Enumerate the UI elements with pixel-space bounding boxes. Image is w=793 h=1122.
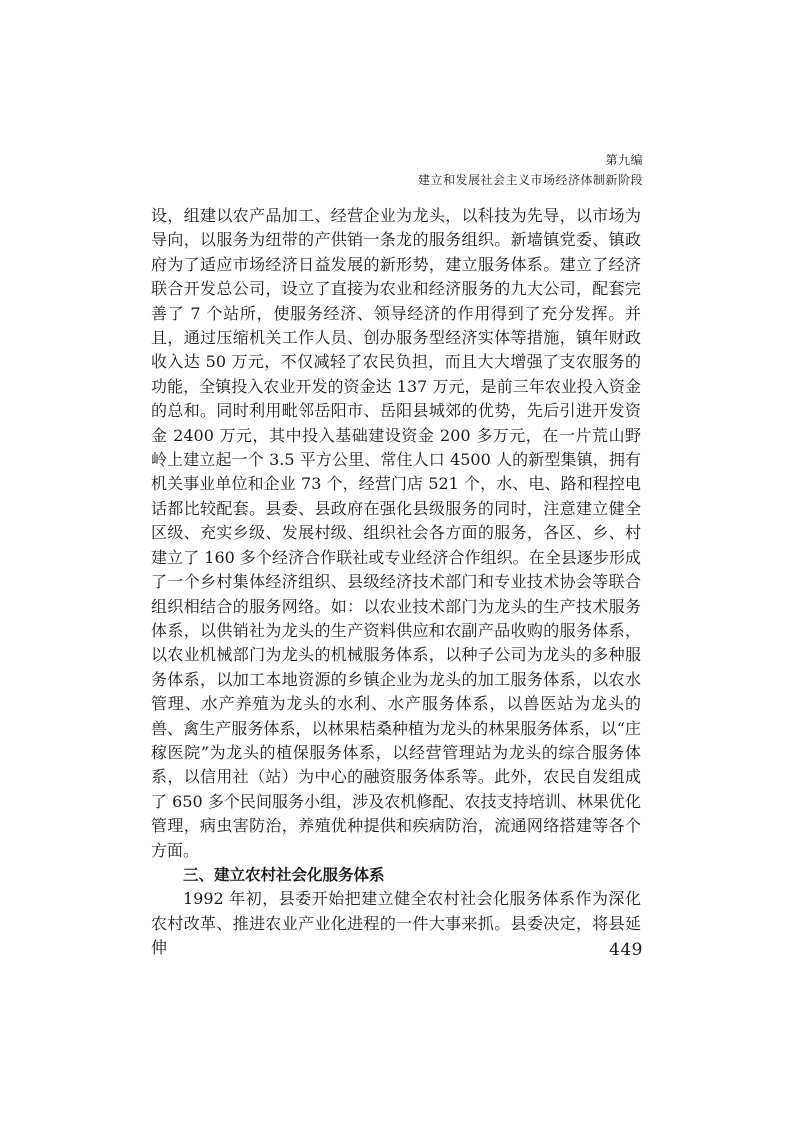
- section-heading: 三、建立农村社会化服务体系: [183, 865, 385, 884]
- running-header-part: 第九编: [605, 153, 643, 167]
- running-header-title: 建立和发展社会主义市场经济体制新阶段: [417, 173, 643, 187]
- running-header: [418, 150, 643, 190]
- paragraph-continued: 设，组建以农产品加工、经营企业为龙头，以科技为先导，以市场为导向，以服务为纽带的产供销一条龙的服务组织。新墙镇党委、镇政府为了适应市场经济日益发展的新形势，建立服务体系。建立了经济联合开发总公司，设立了直接为农业和经济服务的九大公司，配套完善了 7 个站所，使服务经济、领导经济的作用得到了充分发挥。并且，通过压缩机关工作人员、创办服务型经济实体等措施，镇年财政收入达 50 万元，不仅减轻了农民负担，而且大大增强了支农服务的功能，全镇投入农业开发的资金达 137 万元，是前三年农业投入资金的总和。同时利用毗邻岳阳市、岳阳县城郊的优势，先后引进开发资金 2400 万元，其中投入基础建设资金 200 多万元，在一片荒山野岭上建立起一个 3.5 平方公里、常住人口 4500 人的新型集镇，拥有机关事业单位和企业 73 个，经营门店 521 个，水、电、路和程控电话都比较配套。县委、县政府在强化县级服务的同时，注意建立健全区级、充实乡级、发展村级、组织社会各方面的服务，各区、乡、村建立了 160 多个经济合作联社或专业经济合作组织。在全县逐步形成了一个乡村集体经济组织、县级经济技术部门和专业技术协会等联合组织相结合的服务网络。如：以农业技术部门为龙头的生产技术服务体系，以供销社为龙头的生产资料供应和农副产品收购的服务体系，以农业机械部门为龙头的机械服务体系，以种子公司为龙头的多种服务体系，以加工本地资源的乡镇企业为龙头的加工服务体系，以农水管理、水产养殖为龙头的水利、水产服务体系，以兽医站为龙头的兽、禽生产服务体系，以林果桔桑种植为龙头的林果服务体系，以“庄稼医院”为龙头的植保服务体系，以经营管理站为龙头的综合服务体系，以信用社（站）为中心的融资服务体系等。此外，农民自发组成了 650 多个民间服务小组，涉及农机修配、农技支持培训、林果优化管理，病虫害防治，养殖优种提供和疾病防治，流通网络搭建等各个方面。: [151, 206, 641, 860]
- body-text: [151, 204, 641, 961]
- page-number: 449: [609, 940, 643, 960]
- paragraph-new: 1992 年初，县委开始把建立健全农村社会化服务体系作为深化农村改革、推进农业产业化进程的一件大事来抓。县委决定，将县延伸: [151, 889, 641, 958]
